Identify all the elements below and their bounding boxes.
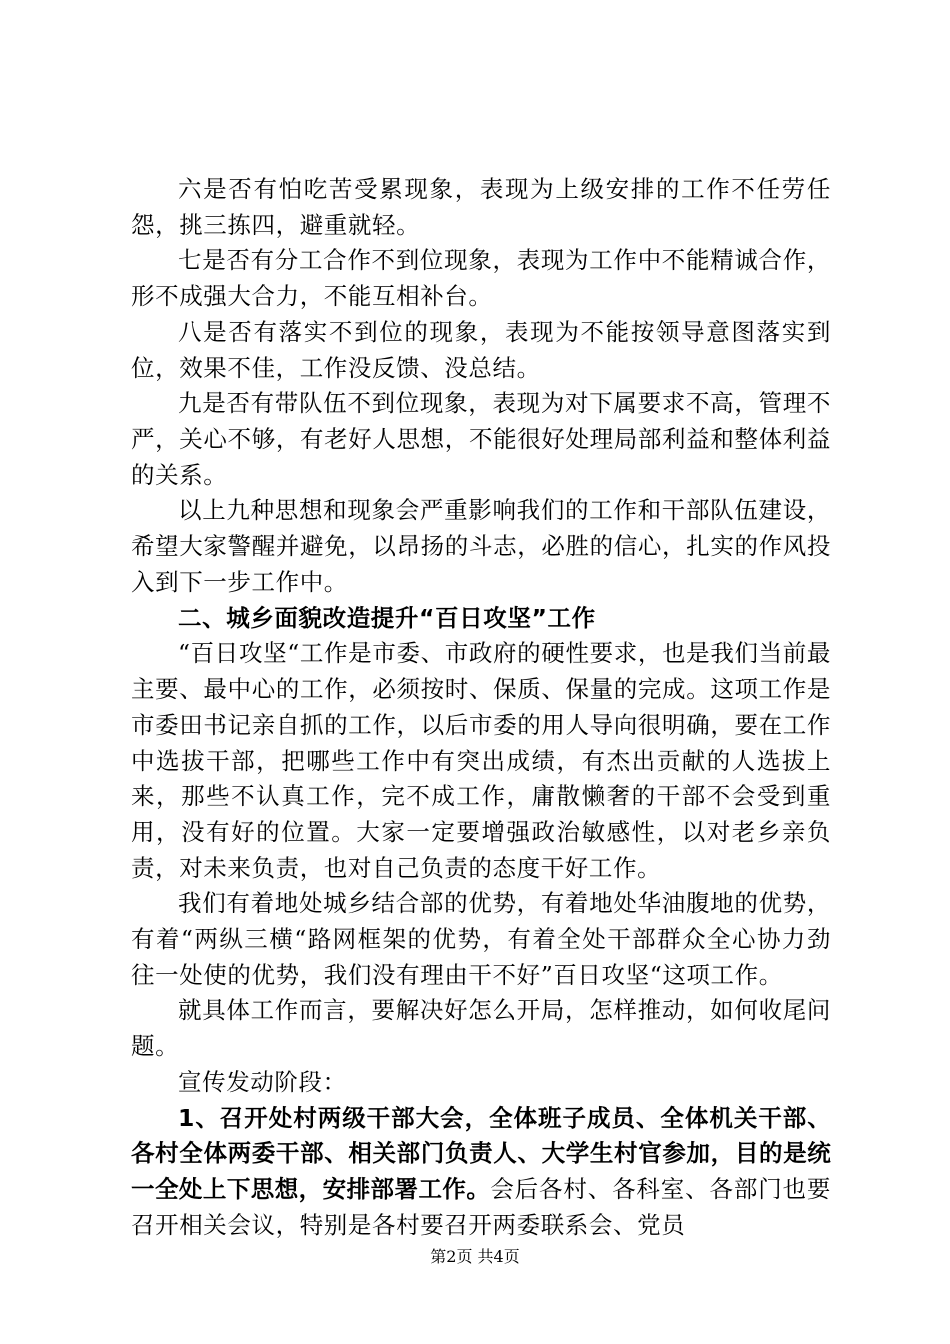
meeting-bold-text: 1、召开处村两级干部大会，全体班子成员、全体机关干部、各村全体两委干部、相关部门负责人、大学生村官参加，目的是统一全处上下思想，安排部署工作。 — [131, 1103, 831, 1203]
page-footer: 第2页 共4页 — [430, 1247, 520, 1266]
section-heading: 二、城乡面貌改造提升“百日攻坚”工作 — [178, 604, 596, 633]
paragraph-stage-label: 宣传发动阶段： — [178, 1067, 347, 1096]
paragraph-meeting — [131, 1101, 831, 1244]
paragraph-item-6: 六是否有怕吃苦受累现象，表现为上级安排的工作不任劳任怨，挑三拣四，避重就轻。 — [131, 175, 831, 239]
paragraph-specifics: 就具体工作而言，要解决好怎么开局，怎样推动，如何收尾问题。 — [131, 996, 831, 1061]
paragraph-item-8: 八是否有落实不到位的现象，表现为不能按领导意图落实到位，效果不佳，工作没反馈、没总结。 — [131, 317, 831, 382]
paragraph-advantages: 我们有着地处城乡结合部的优势，有着地处华油腹地的优势，有着“两纵三横“路网框架的优势，有着全处干部群众全心协力劲往一处使的优势，我们没有理由干不好”百日攻坚“这项工作。 — [131, 889, 831, 989]
document-body — [131, 172, 831, 1243]
meeting-normal-text: 会后各村、各科室、各部门也要召开相关会议，特别是各村要召开两委联系会、党员 — [131, 1174, 832, 1239]
paragraph-item-9: 九是否有带队伍不到位现象，表现为对下属要求不高，管理不严，关心不够，有老好人思想，不能很好处理局部利益和整体利益的关系。 — [131, 389, 831, 489]
paragraph-campaign-intro: “百日攻坚“工作是市委、市政府的硬性要求，也是我们当前最主要、最中心的工作，必须按时、保质、保量的完成。这项工作是市委田书记亲自抓的工作，以后市委的用人导向很明确，要在工作中选拔干部，把哪些工作中有突出成绩，有杰出贡献的人选拔上来，那些不认真工作，完不成工作，庸散懒奢的干部不会受到重用，没有好的位置。大家一定要增强政治敏感性，以对老乡亲负责，对未来负责，也对自己负责的态度干好工作。 — [131, 639, 831, 882]
paragraph-summary: 以上九种思想和现象会严重影响我们的工作和干部队伍建设，希望大家警醒并避免，以昂扬的斗志，必胜的信心，扎实的作风投入到下一步工作中。 — [131, 496, 831, 596]
paragraph-item-7: 七是否有分工合作不到位现象，表现为工作中不能精诚合作，形不成强大合力，不能互相补台。 — [131, 246, 831, 311]
